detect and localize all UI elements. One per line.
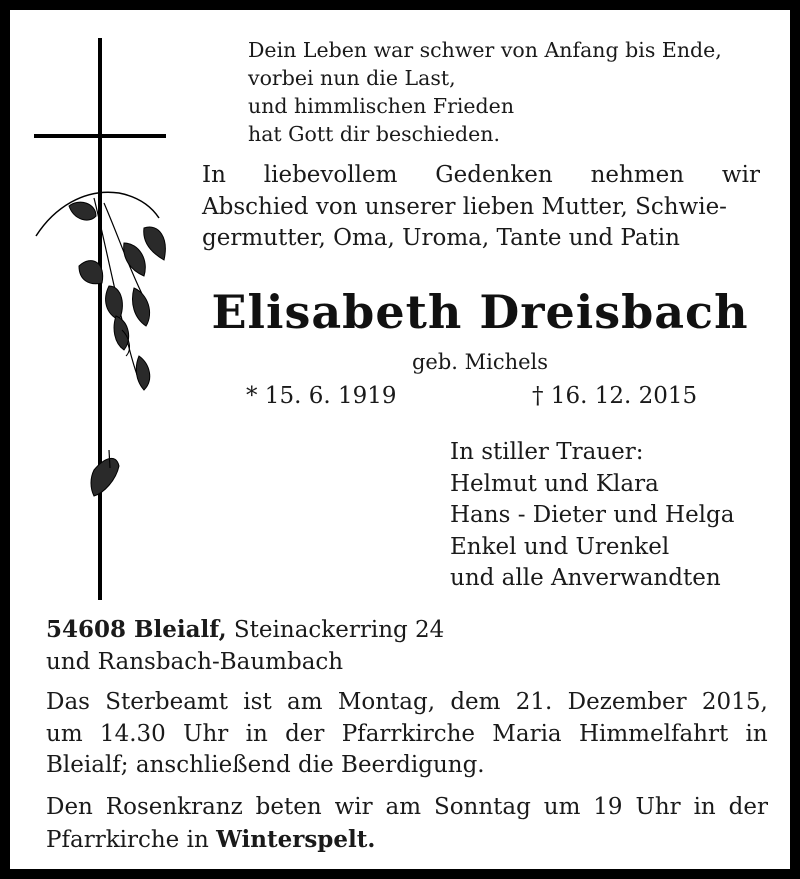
rosary-place: Winterspelt. [216,825,376,853]
address-street: Steinackerring 24 [233,617,445,643]
poem-line: und himmlischen Frieden [248,94,515,118]
deceased-name: Elisabeth Dreisbach [211,285,749,339]
cross-icon [34,38,184,603]
poem-line: Dein Leben war schwer von Anfang bis Ende, [248,38,722,62]
mourners-heading: In stiller Trauer: [450,439,644,465]
poem-line: vorbei nun die Last, [248,66,456,90]
address-city: 54608 Bleialf, [46,616,227,643]
address [46,614,444,678]
rosary-line [46,824,768,857]
intro-word: wir [721,162,760,188]
intro-line: Abschied von unserer lieben Mutter, Schwie- [202,193,727,220]
address-line [46,614,444,647]
mourner-name: und alle Anverwandten [450,565,721,591]
death-date: † 16. 12. 2015 [532,383,698,409]
funeral-text: Das Sterbeamt ist am Montag, dem 21. Dezember 2015, [46,689,768,715]
intro-word: Gedenken [435,162,553,188]
rosary-line: Den Rosenkranz beten wir am Sonntag um 19 Uhr in der [46,794,768,820]
mourners-list [450,437,734,595]
intro-word: nehmen [590,162,685,188]
intro-text [202,160,760,255]
intro-word: In [202,162,226,188]
address-line: und Ransbach-Baumbach [46,648,344,675]
maiden-name: geb. Michels [411,350,549,374]
birth-date: * 15. 6. 1919 [246,383,397,409]
funeral-line: Bleialf; anschließend die Beerdigung. [46,752,485,778]
mourner-name: Hans - Dieter und Helga [450,502,735,528]
intro-line [202,160,760,192]
mourner-name: Enkel und Urenkel [450,533,670,560]
mourner-name: Helmut und Klara [450,470,659,497]
funeral-line [46,719,768,751]
intro-line: germutter, Oma, Uroma, Tante und Patin [202,225,680,251]
poem-line: hat Gott dir beschieden. [248,122,501,146]
rosary-text: Pfarrkirche in [46,826,209,853]
memorial-poem [248,36,722,148]
funeral-text: um 14.30 Uhr in der Pfarrkirche Maria Himmelfahrt in [46,720,768,747]
intro-word: liebevollem [263,162,398,188]
rosary-info [46,792,768,856]
funeral-info [46,687,768,782]
funeral-line [46,687,768,719]
